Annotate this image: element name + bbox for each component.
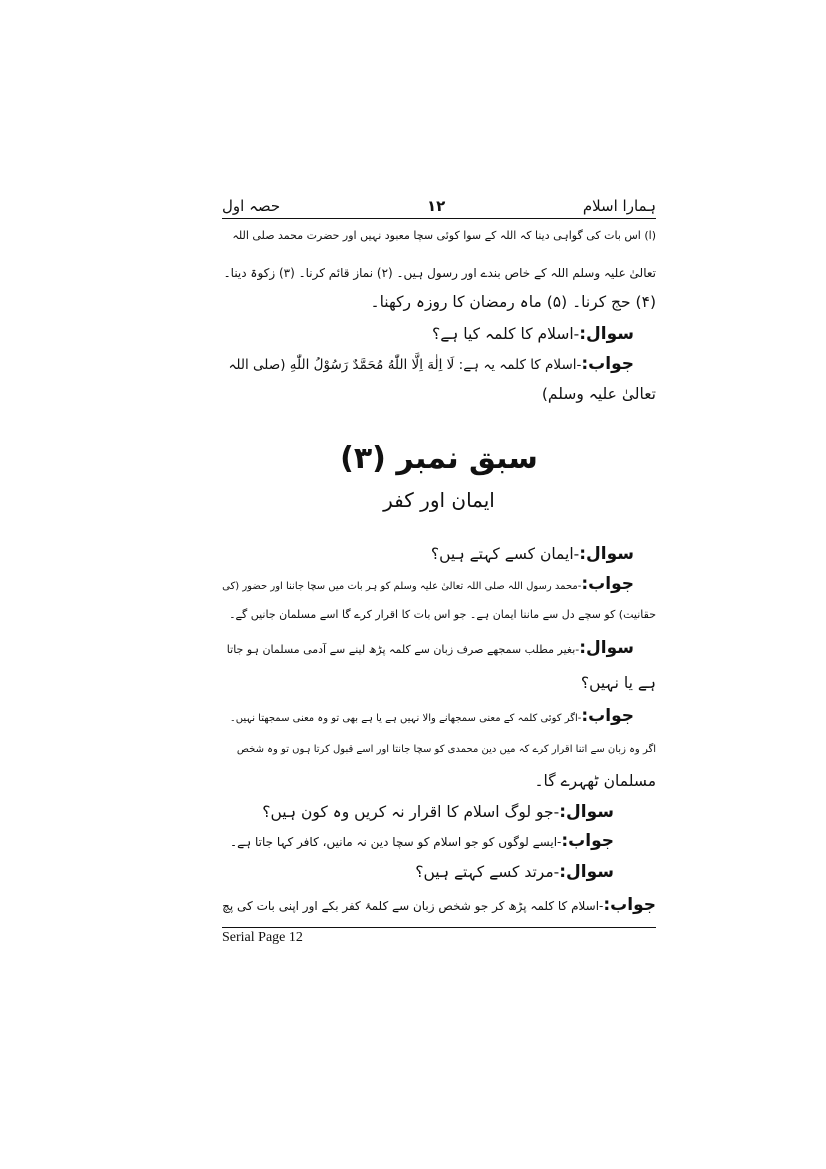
question-3-line-1 (227, 636, 634, 662)
question-text: -اسلام کا کلمہ کیا ہے؟ (431, 325, 580, 343)
answer-label: جواب: (581, 354, 634, 374)
question-text: -مرتد کسے کہتے ہیں؟ (415, 863, 560, 881)
answer-2-line-1 (222, 572, 634, 599)
lesson-subtitle: ایمان اور کفر (383, 488, 495, 512)
header-page-number: ۱۲ (427, 197, 446, 215)
answer-label: جواب: (581, 706, 634, 726)
answer-text: -محمد رسول اللہ صلی اللہ تعالیٰ علیہ وسلم کو ہر بات میں سچا جاننا اور حضور (کی (222, 581, 582, 592)
intro-line-2: تعالیٰ علیہ وسلم اللہ کے خاص بندے اور رسول ہیں۔ (۲) نماز قائم کرنا۔ (۳) زکوۃ دینا۔ (223, 266, 656, 280)
answer-label: جواب: (603, 895, 656, 915)
answer-3-line-3: مسلمان ٹھہرے گا۔ (534, 772, 656, 790)
question-label: سوال: (559, 862, 614, 882)
header-book-title: ہمارا اسلام (582, 197, 656, 215)
answer-1-line-2: تعالیٰ علیہ وسلم) (541, 385, 656, 403)
question-text: -جو لوگ اسلام کا اقرار نہ کریں وہ کون ہیں؟ (262, 803, 560, 821)
answer-text: -اسلام کا کلمہ یہ ہے: لَا اِلٰهَ اِلَّا اللّٰهُ مُحَمَّدٌ رَسُوْلُ اللّٰهِ (صلی اللہ (228, 357, 582, 373)
question-label: سوال: (579, 324, 634, 344)
answer-3-line-2: اگر وہ زبان سے اتنا اقرار کرے کہ میں دین محمدی کو سچا جانتا اور اسے قبول کرتا ہوں تو وہ شخص (236, 744, 656, 755)
answer-text: -اسلام کا کلمہ پڑھ کر جو شخص زبان سے کلمۂ کفر بکے اور اپنی بات کی پچ (222, 899, 604, 913)
answer-3-line-1 (230, 704, 634, 731)
lesson-body (222, 0, 656, 1169)
question-5 (415, 860, 614, 884)
header-section-label: حصہ اول (222, 197, 281, 215)
question-label: سوال: (559, 802, 614, 822)
serial-page-label: Serial Page 12 (222, 930, 303, 945)
question-2 (431, 542, 634, 566)
question-label: سوال: (579, 638, 634, 658)
page-footer (222, 927, 656, 948)
question-3-line-2: ہے یا نہیں؟ (580, 674, 656, 692)
answer-2-line-2: حقانیت) کو سچے دل سے ماننا ایمان ہے۔ جو اس بات کا اقرار کرے گا اسے مسلمان جانیں گے۔ (229, 608, 656, 621)
answer-label: جواب: (561, 831, 614, 851)
answer-label: جواب: (581, 574, 634, 594)
intro-line-1: (ا) اس بات کی گواہی دینا کہ اللہ کے سوا کوئی سچا معبود نہیں اور حضرت محمد صلی اللہ (232, 229, 656, 242)
question-text: -ایمان کسے کہتے ہیں؟ (430, 545, 580, 563)
lesson-title: سبق نمبر (۳) (340, 441, 538, 476)
question-text: -بغیر مطلب سمجھے صرف زبان سے کلمہ پڑھ لینے سے آدمی مسلمان ہو جاتا (226, 643, 580, 656)
answer-5 (222, 893, 656, 918)
question-label: سوال: (579, 544, 634, 564)
answer-text: -ایسے لوگوں کو جو اسلام کو سچا دین نہ مانیں، کافر کہا جاتا ہے۔ (230, 835, 562, 849)
question-4 (262, 800, 614, 824)
answer-text: -اگر کوئی کلمہ کے معنی سمجھانے والا نہیں ہے یا ہے بھی تو وہ معنی سمجھتا نہیں۔ (229, 713, 582, 724)
answer-4 (230, 829, 614, 854)
intro-line-3: (۴) حج کرنا۔ (۵) ماہ رمضان کا روزہ رکھنا۔ (370, 293, 656, 311)
